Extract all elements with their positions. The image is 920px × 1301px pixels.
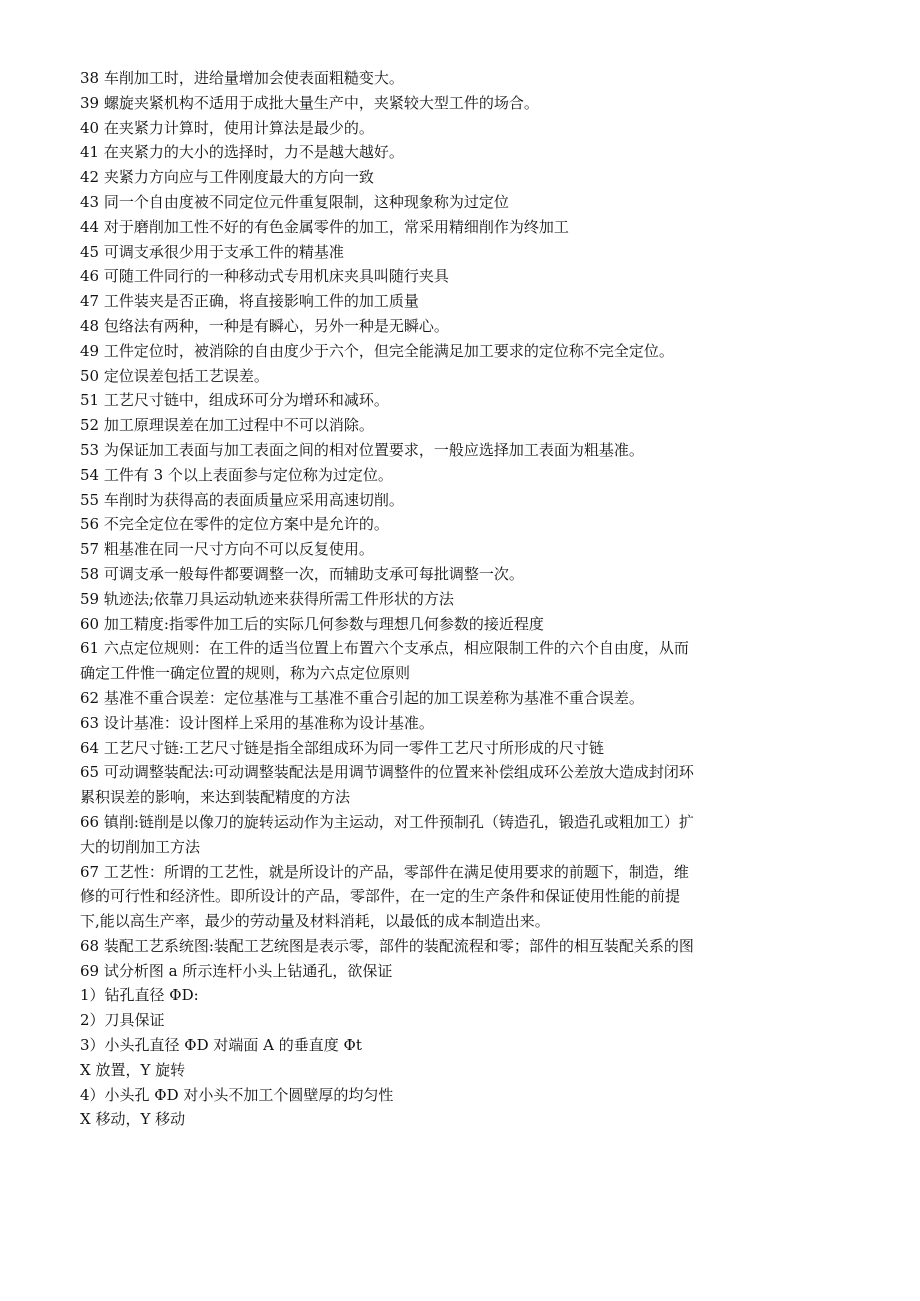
text-line: 累积误差的影响，来达到装配精度的方法: [80, 788, 351, 807]
text-line: 51 工艺尺寸链中，组成环可分为增环和减环。: [80, 391, 389, 410]
text-line: 55 车削时为获得高的表面质量应采用高速切削。: [80, 490, 404, 509]
text-line: 39 螺旋夹紧机构不适用于成批大量生产中，夹紧较大型工件的场合。: [80, 93, 539, 112]
text-line: 45 可调支承很少用于支承工件的精基准: [80, 242, 344, 261]
text-line: 61 六点定位规则：在工件的适当位置上布置六个支承点，相应限制工件的六个自由度，从而: [80, 639, 689, 658]
text-line: 53 为保证加工表面与加工表面之间的相对位置要求，一般应选择加工表面为粗基准。: [80, 440, 644, 459]
text-line: 69 试分析图 a 所示连杆小头上钻通孔，欲保证: [80, 961, 393, 980]
text-line: 64 工艺尺寸链:工艺尺寸链是指全部组成环为同一零件工艺尺寸所形成的尺寸链: [80, 738, 604, 757]
text-line: 56 不完全定位在零件的定位方案中是允许的。: [80, 515, 389, 534]
text-line: 修的可行性和经济性。即所设计的产品，零部件，在一定的生产条件和保证使用性能的前提: [80, 887, 681, 906]
text-line: X 移动，Y 移动: [80, 1110, 186, 1129]
text-line: 4）小头孔 ΦD 对小头不加工个圆壁厚的均匀性: [80, 1085, 394, 1104]
text-line: 58 可调支承一般每件都要调整一次，而辅助支承可每批调整一次。: [80, 564, 524, 583]
text-line: 52 加工原理误差在加工过程中不可以消除。: [80, 416, 374, 435]
text-line: 48 包络法有两种，一种是有瞬心，另外一种是无瞬心。: [80, 316, 449, 335]
text-line: 66 镇削:链削是以像刀的旋转运动作为主运动，对工件预制孔（铸造孔，锻造孔或粗加工）扩: [80, 812, 694, 831]
text-line: 3）小头孔直径 ΦD 对端面 A 的垂直度 Φt: [80, 1036, 362, 1055]
text-line: 47 工件装夹是否正确，将直接影响工件的加工质量: [80, 292, 419, 311]
text-line: 40 在夹紧力计算时，使用计算法是最少的。: [80, 118, 374, 137]
document-body: [80, 66, 840, 1132]
text-line: 63 设计基准：设计图样上采用的基准称为设计基准。: [80, 713, 434, 732]
text-line: 下,能以高生产率，最少的劳动量及材料消耗，以最低的成本制造出来。: [80, 912, 550, 931]
text-line: 54 工件有 3 个以上表面参与定位称为过定位。: [80, 465, 393, 484]
text-line: 43 同一个自由度被不同定位元件重复限制，这种现象称为过定位: [80, 192, 509, 211]
text-line: 41 在夹紧力的大小的选择时，力不是越大越好。: [80, 143, 404, 162]
text-line: 57 粗基准在同一尺寸方向不可以反复使用。: [80, 540, 374, 559]
text-line: 38 车削加工时，进给量增加会使表面粗糙变大。: [80, 69, 404, 87]
text-line: 60 加工精度:指零件加工后的实际几何参数与理想几何参数的接近程度: [80, 614, 544, 633]
text-line: 50 定位误差包括工艺误差。: [80, 366, 269, 385]
text-line: 大的切削加工方法: [80, 837, 201, 856]
text-line: 59 轨迹法;依靠刀具运动轨迹来获得所需工件形状的方法: [80, 589, 454, 608]
text-line: 2）刀具保证: [80, 1011, 165, 1030]
text-line: X 放置，Y 旋转: [80, 1060, 186, 1079]
text-line: 44 对于磨削加工性不好的有色金属零件的加工，常采用精细削作为终加工: [80, 217, 569, 236]
text-line: 67 工艺性：所谓的工艺性，就是所设计的产品，零部件在满足使用要求的前题下，制造，维: [80, 862, 689, 881]
text-line: 1）钻孔直径 ΦD:: [80, 986, 199, 1005]
text-line: 62 基准不重合误差：定位基准与工基准不重合引起的加工误差称为基准不重合误差。: [80, 688, 644, 707]
text-line: 68 装配工艺系统图:装配工艺统图是表示零，部件的装配流程和零；部件的相互装配关系的图: [80, 936, 694, 955]
text-line: 46 可随工件同行的一种移动式专用机床夹具叫随行夹具: [80, 267, 449, 286]
text-line: 确定工件惟一确定位置的规则，称为六点定位原则: [80, 664, 411, 683]
text-line: 42 夹紧力方向应与工件刚度最大的方向一致: [80, 168, 374, 187]
text-line: 65 可动调整装配法:可动调整装配法是用调节调整件的位置来补偿组成环公差放大造成封闭环: [80, 763, 694, 782]
text-line: 49 工件定位时，被消除的自由度少于六个，但完全能满足加工要求的定位称不完全定位。: [80, 341, 674, 360]
